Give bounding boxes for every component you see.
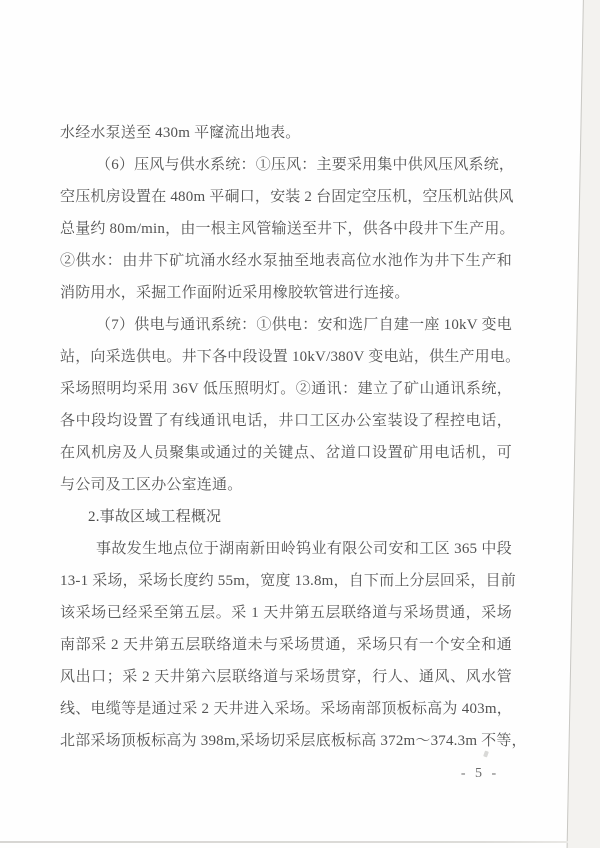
text-line: 南部采 2 天井第五层联络道未与采场贯通，采场只有一个安全和通 bbox=[60, 637, 512, 653]
text-line: 该采场已经采至第五层。采 1 天井第五层联络道与采场贯通，采场 bbox=[60, 605, 512, 621]
document-body bbox=[60, 117, 527, 757]
text-line: 站，向采选供电。井下各中段设置 10kV/380V 变电站，供生产用电。 bbox=[60, 349, 521, 365]
text-line: 消防用水，采掘工作面附近采用橡胶软管进行连接。 bbox=[60, 285, 410, 301]
text-line: （6）压风与供水系统：①压风：主要采用集中供风压风系统， bbox=[96, 157, 515, 173]
text-line: 13-1 采场，采场长度约 55m，宽度 13.8m，自下而上分层回采，目前 bbox=[60, 573, 516, 589]
text-line: 北部采场顶板标高为 398m,采场切采层底板标高 372m～374.3m 不等， bbox=[60, 733, 527, 749]
text-line: 采场照明均采用 36V 低压照明灯。②通讯：建立了矿山通讯系统， bbox=[60, 381, 512, 397]
text-line: （7）供电与通讯系统：①供电：安和选厂自建一座 10kV 变电 bbox=[96, 317, 512, 333]
section-heading: 2.事故区域工程概况 bbox=[88, 509, 222, 525]
text-line: 在风机房及人员聚集或通过的关键点、岔道口设置矿用电话机，可 bbox=[60, 445, 512, 461]
text-line: 各中段均设置了有线通讯电话，井口工区办公室装设了程控电话， bbox=[60, 413, 512, 429]
page-bottom-edge-shadow bbox=[0, 841, 568, 843]
text-line: ②供水：由井下矿坑涌水经水泵抽至地表高位水池作为井下生产和 bbox=[60, 253, 512, 269]
text-line: 总量约 80m/min，由一根主风管输送至井下，供各中段井下生产用。 bbox=[60, 221, 515, 237]
page-number: - 5 - bbox=[460, 766, 500, 781]
text-line: 与公司及工区办公室连通。 bbox=[60, 477, 243, 493]
page-right-edge-shadow bbox=[566, 0, 600, 848]
text-line: 线、电缆等是通过采 2 天井进入采场。采场南部顶板标高为 403m， bbox=[60, 701, 512, 717]
text-line: 事故发生地点位于湖南新田岭钨业有限公司安和工区 365 中段 bbox=[96, 541, 512, 557]
text-line: 空压机房设置在 480m 平硐口，安装 2 台固定空压机，空压机站供风 bbox=[60, 189, 514, 205]
text-line: 水经水泵送至 430m 平窿流出地表。 bbox=[60, 125, 301, 141]
text-line: 风出口；采 2 天井第六层联络道与采场贯穿，行人、通风、风水管 bbox=[60, 669, 512, 685]
